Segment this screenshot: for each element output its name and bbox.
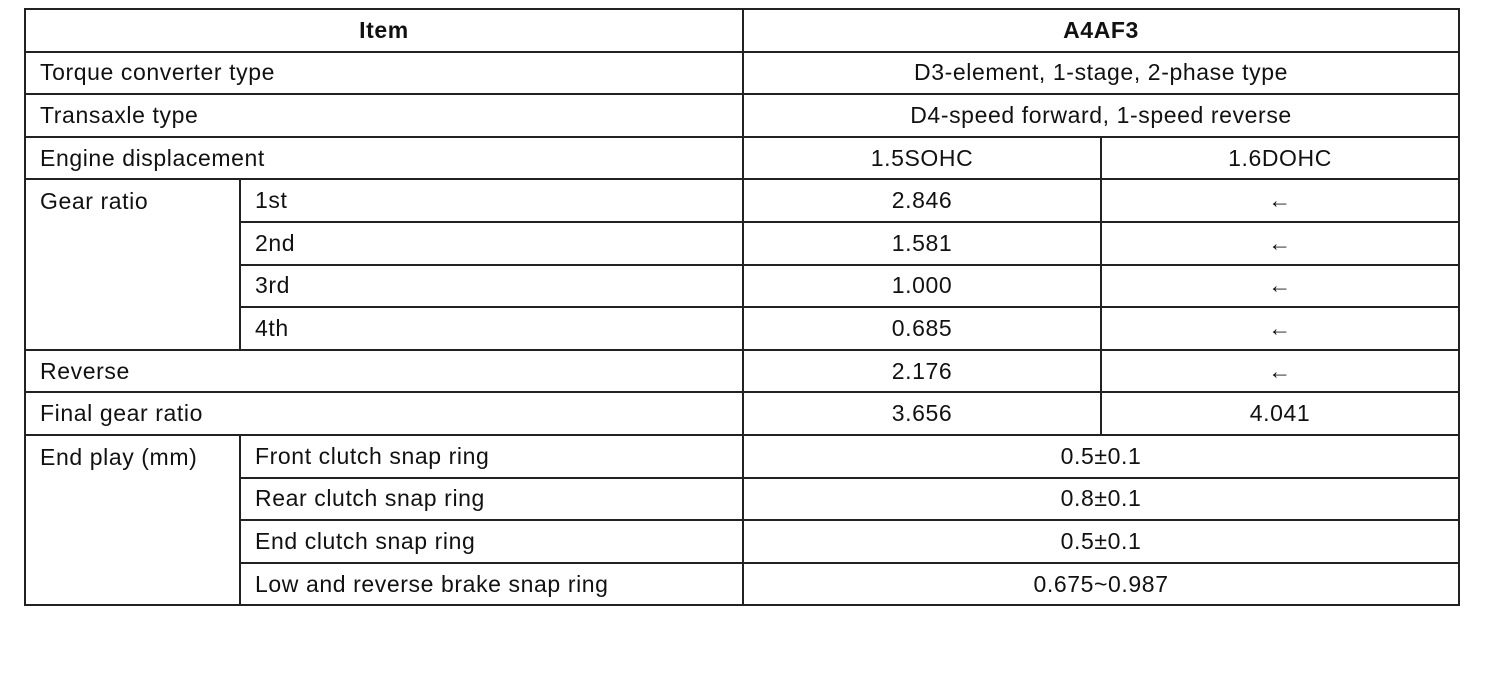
reverse-value-2: ← <box>1101 350 1459 393</box>
end-play-item: Front clutch snap ring <box>240 435 743 478</box>
gear-ratio-label: Gear ratio <box>25 179 240 349</box>
end-play-item: Rear clutch snap ring <box>240 478 743 521</box>
gear-value-1: 1.581 <box>743 222 1101 265</box>
header-item: Item <box>25 9 743 52</box>
table-row <box>25 307 1459 350</box>
gear-name: 2nd <box>240 222 743 265</box>
gear-name: 3rd <box>240 265 743 308</box>
gear-name: 4th <box>240 307 743 350</box>
end-play-value: 0.8±0.1 <box>743 478 1459 521</box>
row-label: Final gear ratio <box>25 392 743 435</box>
gear-value-1: 1.000 <box>743 265 1101 308</box>
table-row <box>25 265 1459 308</box>
engine-col1: 1.5SOHC <box>743 137 1101 180</box>
gear-value-2: ← <box>1101 179 1459 222</box>
table-row <box>25 222 1459 265</box>
table-row <box>25 137 1459 180</box>
table-row <box>25 94 1459 137</box>
row-value: D3-element, 1-stage, 2-phase type <box>743 52 1459 95</box>
table-row <box>25 179 1459 222</box>
header-model: A4AF3 <box>743 9 1459 52</box>
final-gear-value-1: 3.656 <box>743 392 1101 435</box>
table-row <box>25 392 1459 435</box>
row-label: Torque converter type <box>25 52 743 95</box>
table-row <box>25 350 1459 393</box>
table-row <box>25 520 1459 563</box>
table-row <box>25 435 1459 478</box>
end-play-item: End clutch snap ring <box>240 520 743 563</box>
gear-value-2: ← <box>1101 222 1459 265</box>
row-label: Transaxle type <box>25 94 743 137</box>
final-gear-value-2: 4.041 <box>1101 392 1459 435</box>
gear-value-1: 0.685 <box>743 307 1101 350</box>
end-play-value: 0.5±0.1 <box>743 520 1459 563</box>
header-row <box>25 9 1459 52</box>
gear-value-2: ← <box>1101 265 1459 308</box>
row-label: Engine displacement <box>25 137 743 180</box>
reverse-value-1: 2.176 <box>743 350 1101 393</box>
end-play-label: End play (mm) <box>25 435 240 605</box>
end-play-value: 0.675~0.987 <box>743 563 1459 606</box>
specification-table <box>24 8 1460 606</box>
end-play-value: 0.5±0.1 <box>743 435 1459 478</box>
table-row <box>25 563 1459 606</box>
gear-name: 1st <box>240 179 743 222</box>
gear-value-1: 2.846 <box>743 179 1101 222</box>
engine-col2: 1.6DOHC <box>1101 137 1459 180</box>
gear-value-2: ← <box>1101 307 1459 350</box>
end-play-item: Low and reverse brake snap ring <box>240 563 743 606</box>
table-row <box>25 478 1459 521</box>
table-row <box>25 52 1459 95</box>
row-value: D4-speed forward, 1-speed reverse <box>743 94 1459 137</box>
row-label: Reverse <box>25 350 743 393</box>
